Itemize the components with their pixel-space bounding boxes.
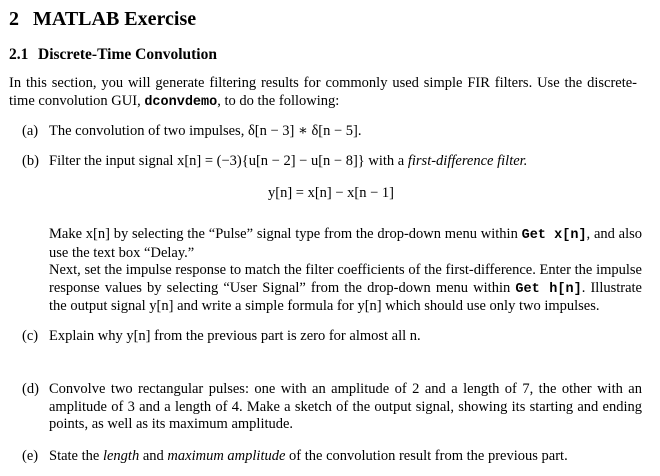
get-h-label: Get h[n]	[515, 281, 582, 297]
subsection-number: 2.1	[9, 46, 29, 63]
list-item-b: (b) Filter the input signal x[n] = (−3){u[n − 2] − u[n − 8]} with a first-difference filter.	[22, 153, 528, 169]
subsection-title: Discrete-Time Convolution	[38, 46, 217, 63]
list-item-a: (a) The convolution of two impulses, δ[n − 3] ∗ δ[n − 5].	[22, 123, 362, 139]
subsection-heading	[9, 46, 217, 64]
intro-paragraph: In this section, you will generate filtering results for commonly used simple FIR filters. Use the discrete-time convolution GUI, dconvdemo, to do the following:	[9, 75, 637, 110]
section-heading	[9, 8, 196, 31]
item-b-paragraph-1: Make x[n] by selecting the “Pulse” signal type from the drop-down menu within Get x[n], and also use the text box “Delay.”	[49, 226, 642, 261]
get-x-label: Get x[n]	[521, 228, 587, 243]
list-item-d: (d) Convolve two rectangular pulses: one with an amplitude of 2 and a length of 7, the other with an amplitude of 3 and a length of 4. Make a sketch of the output signal, showing its starting and ending points, as well as its maximum amplitude.	[22, 381, 642, 432]
item-b-paragraph-2: Next, set the impulse response to match the filter coefficients of the first-difference. Enter the impulse response values by selecting “User Signal” from the drop-down menu within Get h[n]. Illustrate the output signal y[n] and write a simple formula for y[n] which should use only two impulses.	[49, 262, 642, 314]
equation-first-difference: y[n] = x[n] − x[n − 1]	[268, 185, 395, 201]
gui-name: dconvdemo	[144, 94, 218, 110]
list-item-e: (e) State the length and maximum amplitude of the convolution result from the previous part.	[22, 448, 568, 464]
list-item-c: (c) Explain why y[n] from the previous part is zero for almost all n.	[22, 328, 421, 344]
section-number: 2	[9, 8, 19, 30]
section-title: MATLAB Exercise	[33, 8, 197, 30]
